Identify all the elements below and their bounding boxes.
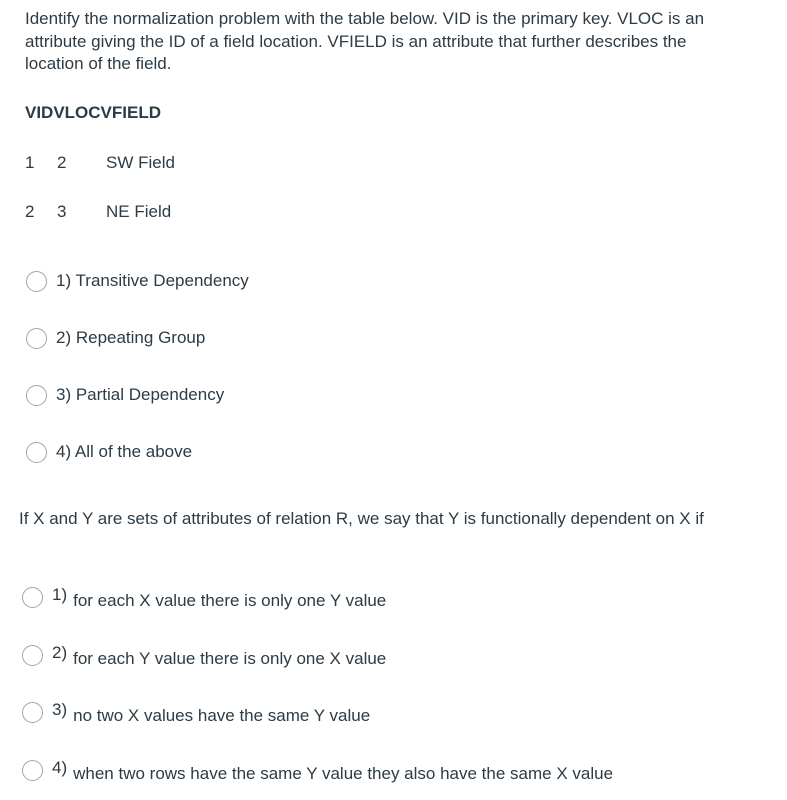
table-cell-vid: 2	[25, 202, 35, 221]
q2-option-3-radio[interactable]	[22, 702, 43, 723]
q2-option-1-number: 1)	[52, 585, 68, 604]
q1-option-2-label: 2) Repeating Group	[56, 328, 206, 347]
q1-option-1-radio[interactable]	[26, 271, 47, 292]
table-header: VIDVLOCVFIELD	[25, 103, 162, 122]
q2-option-3[interactable]	[22, 700, 370, 728]
q2-option-1-label: for each X value there is only one Y value	[73, 591, 387, 610]
question-2-text: If X and Y are sets of attributes of relation R, we say that Y is functionally dependent on X if	[19, 509, 704, 528]
q2-option-1-radio[interactable]	[22, 587, 43, 608]
table-cell-vloc: 2	[57, 153, 67, 172]
q2-option-3-number: 3)	[52, 700, 68, 719]
q1-option-2-radio[interactable]	[26, 328, 47, 349]
q2-option-4-radio[interactable]	[22, 760, 43, 781]
q1-option-3[interactable]	[26, 382, 224, 408]
q2-option-4[interactable]	[22, 758, 613, 786]
q2-option-2-number: 2)	[52, 643, 68, 662]
question-1-text: Identify the normalization problem with the table below. VID is the primary key. VLOC is an attribute giving the ID of a field location. VFIELD is an attribute that further describes the location of the field.	[25, 9, 705, 73]
q1-option-3-radio[interactable]	[26, 385, 47, 406]
q1-option-2[interactable]	[26, 325, 205, 351]
table-cell-vloc: 3	[57, 202, 67, 221]
table-cell-vfield: NE Field	[106, 202, 172, 221]
q2-option-4-label: when two rows have the same Y value they also have the same X value	[73, 764, 614, 783]
q2-option-1[interactable]	[22, 585, 386, 613]
table-cell-vfield: SW Field	[106, 153, 175, 172]
q2-option-4-number: 4)	[52, 758, 68, 777]
q1-option-4-radio[interactable]	[26, 442, 47, 463]
q1-option-1-label: 1) Transitive Dependency	[56, 271, 249, 290]
q2-option-3-label: no two X values have the same Y value	[73, 706, 371, 725]
q1-option-3-label: 3) Partial Dependency	[56, 385, 225, 404]
table-cell-vid: 1	[25, 153, 35, 172]
q1-option-1[interactable]	[26, 268, 249, 294]
q1-option-4-label: 4) All of the above	[56, 442, 193, 461]
q2-option-2-label: for each Y value there is only one X value	[73, 649, 387, 668]
q1-option-4[interactable]	[26, 439, 192, 465]
q2-option-2-radio[interactable]	[22, 645, 43, 666]
q2-option-2[interactable]	[22, 643, 386, 671]
